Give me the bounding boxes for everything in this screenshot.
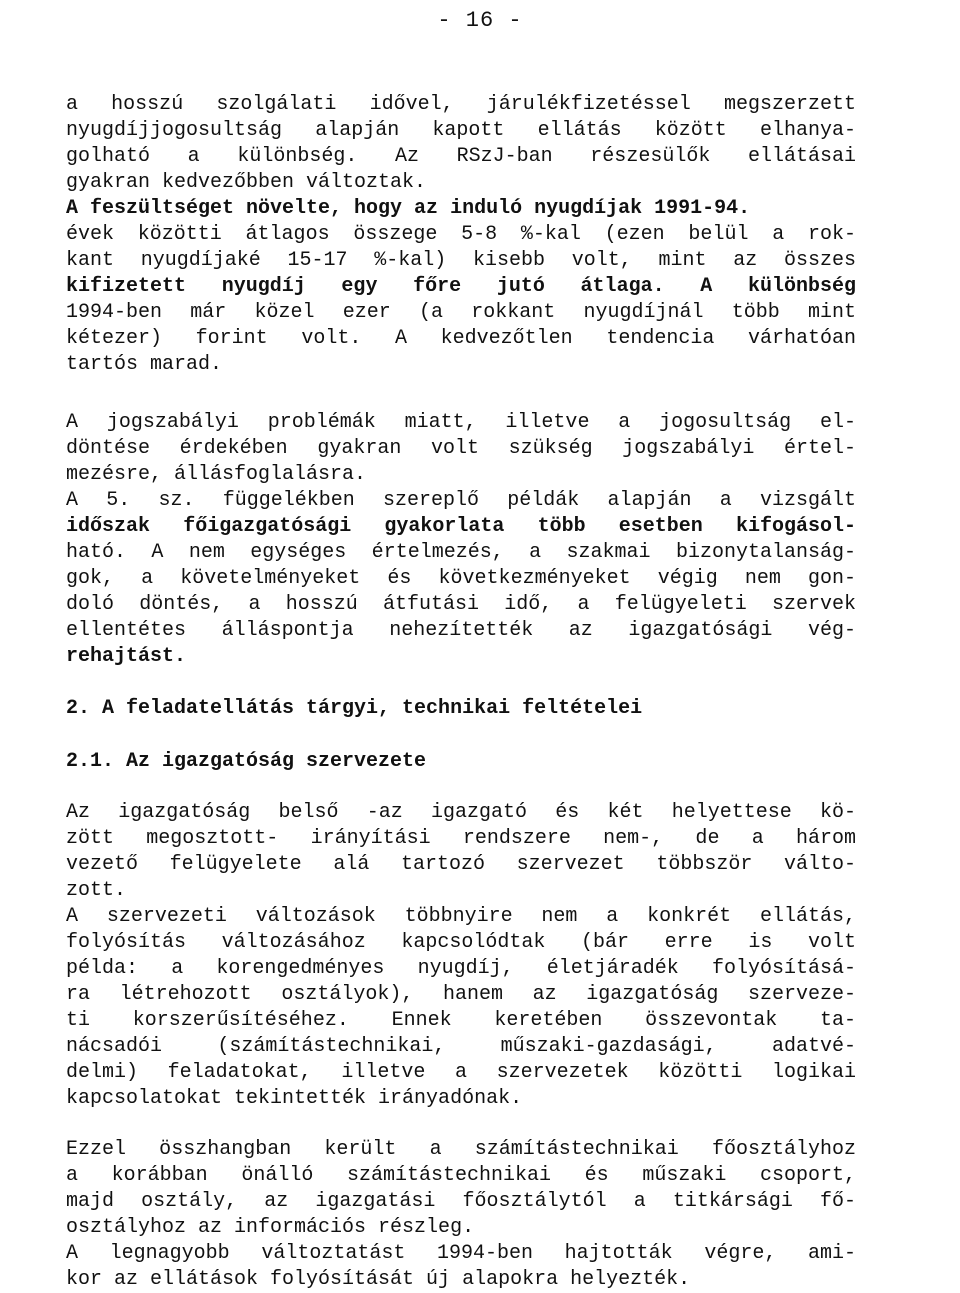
text-line: a korábban önálló számítástechnikai és műszaki csoport, [66,1164,856,1187]
text-line: A legnagyobb változtatást 1994-ben hajtották végre, ami- [66,1242,856,1265]
page-number: - 16 - [437,8,523,33]
text-line: döntése érdekében gyakran volt szükség jogszabályi értel- [66,437,856,460]
text-line: mezésre, állásfoglalásra. [66,463,367,486]
text-line: golható a különbség. Az RSzJ-ban részesülők ellátásai [66,145,856,168]
text-line: ti korszerűsítéséhez. Ennek keretében összevontak ta- [66,1009,856,1032]
text-line: rehajtást. [66,645,187,668]
text-line: kétezer) forint volt. A kedvezőtlen tendencia várhatóan [66,327,856,350]
text-line: nyugdíjjogosultság alapján kapott ellátás között elhanya- [66,119,856,142]
text-line: delmi) feladatokat, illetve a szervezetek közötti logikai [66,1061,856,1084]
text-line: tartós marad. [66,353,223,376]
text-line: időszak főigazgatósági gyakorlata több esetben kifogásol- [66,515,856,538]
text-line: doló döntés, a hosszú átfutási idő, a felügyeleti szervek [66,593,856,616]
text-line: évek közötti átlagos összege 5-8 %-kal (ezen belül a rok- [66,223,856,246]
text-line: példa: a korengedményes nyugdíj, életjáradék folyósításá- [66,957,856,980]
text-line: zott. [66,879,127,902]
text-line: ellentétes álláspontja nehezítették az igazgatósági vég- [66,619,856,642]
text-line: kifizetett nyugdíj egy főre jutó átlaga. A különbség [66,275,856,298]
text-line: nácsadói (számítástechnikai, műszaki-gazdasági, adatvé- [66,1035,856,1058]
text-line: kant nyugdíjaké 15-17 %-kal) kisebb volt, mint az összes [66,249,856,272]
text-line: majd osztály, az igazgatási főosztálytól a titkársági fő- [66,1190,856,1213]
text-line: ható. A nem egységes értelmezés, a szakmai bizonytalanság- [66,541,856,564]
text-line: 1994-ben már közel ezer (a rokkant nyugdíjnál több mint [66,301,856,324]
text-line: A jogszabályi problémák miatt, illetve a jogosultság el- [66,411,856,434]
text-line: 2. A feladatellátás tárgyi, technikai feltételei [66,697,643,720]
text-line: folyósítás változásához kapcsolódtak (bár erre is volt [66,931,856,954]
text-line: gok, a követelményeket és következményeket végig nem gon- [66,567,856,590]
text-line: Az igazgatóság belső -az igazgató és két helyettese kö- [66,801,856,824]
text-line: Ezzel összhangban került a számítástechnikai főosztályhoz [66,1138,856,1161]
text-line: a hosszú szolgálati idővel, járulékfizetéssel megszerzett [66,93,856,116]
text-line: kapcsolatokat tekintették irányadónak. [66,1087,523,1110]
text-line: A feszültséget növelte, hogy az induló nyugdíjak 1991-94. [66,197,751,220]
text-line: zött megosztott- irányítási rendszere nem-, de a három [66,827,856,850]
text-line: A 5. sz. függelékben szereplő példák alapján a vizsgált [66,489,856,512]
text-line: osztályhoz az információs részleg. [66,1216,475,1239]
text-line: gyakran kedvezőbben változtak. [66,171,427,194]
text-line: ra létrehozott osztályok), hanem az igazgatóság szerveze- [66,983,856,1006]
text-line: vezető felügyelete alá tartozó szervezet többször válto- [66,853,856,876]
text-line: kor az ellátások folyósítását új alapokra helyezték. [66,1268,691,1291]
text-line: 2.1. Az igazgatóság szervezete [66,750,427,773]
text-line: A szervezeti változások többnyire nem a konkrét ellátás, [66,905,856,928]
